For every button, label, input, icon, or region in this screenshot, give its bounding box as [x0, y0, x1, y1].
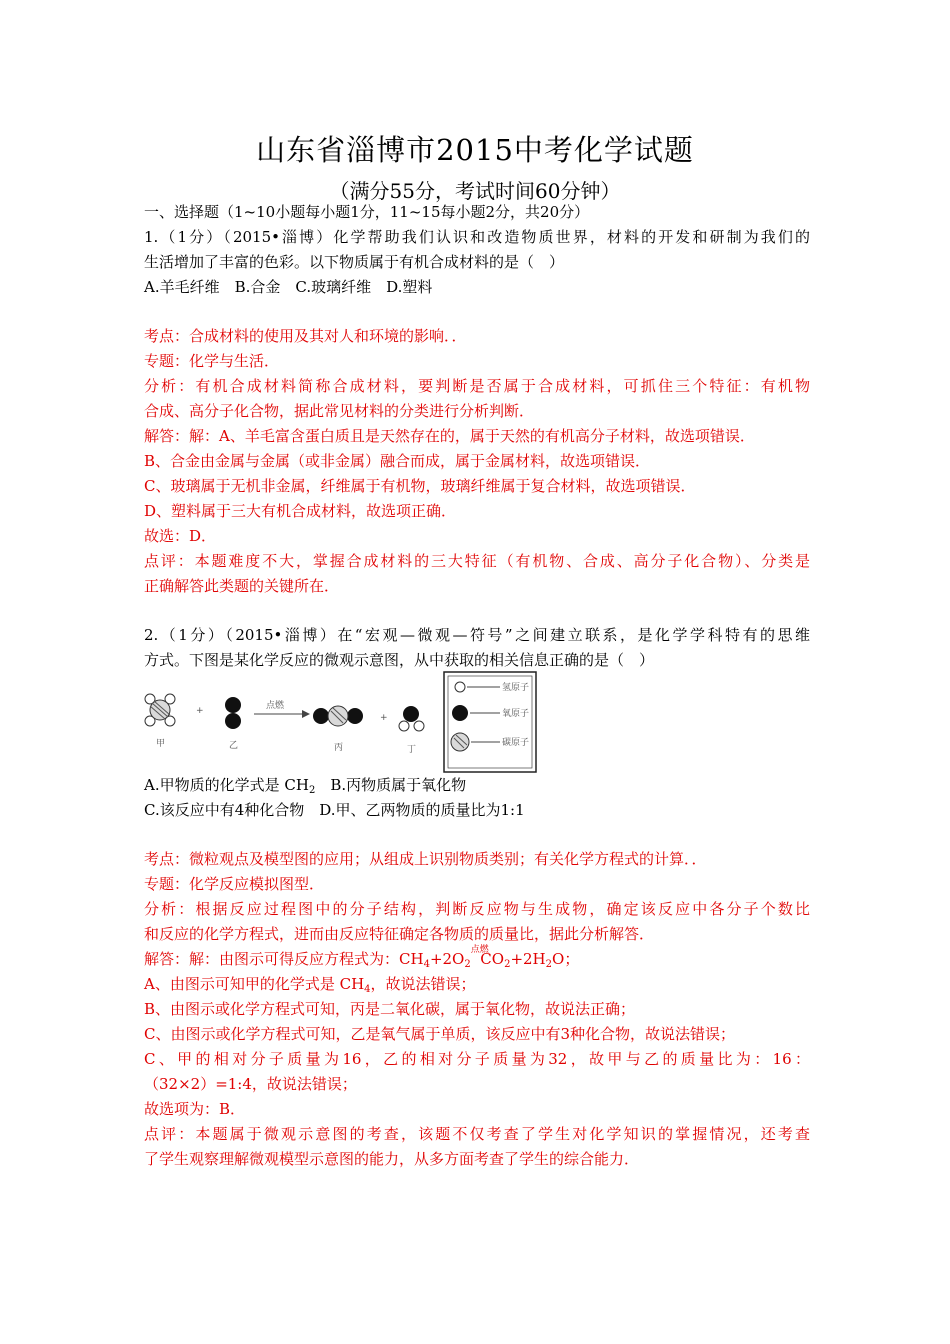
reaction-arrow	[254, 710, 310, 718]
eq-condition-text: 点燃	[470, 945, 489, 955]
q2-option-a: A.甲物质的化学式是 CH	[144, 776, 309, 794]
q2-jieda-a	[144, 974, 476, 994]
q1-options: A.羊毛纤维 B.合金 C.玻璃纤维 D.塑料	[144, 278, 433, 296]
label-ding: 丁	[407, 745, 417, 755]
q1-kaodian: 考点：合成材料的使用及其对人和环境的影响．．	[144, 327, 467, 345]
q2-kaodian: 考点：微粒观点及模型图的应用；从组成上识别物质类别；有关化学方程式的计算．．	[144, 850, 707, 868]
eq-condition	[470, 945, 489, 969]
q1-dianping-line2: 正确解答此类题的关键所在．	[144, 577, 340, 595]
q2-dianping-line2: 了学生观察理解微观模型示意图的能力，从多方面考查了学生的综合能力．	[144, 1150, 640, 1168]
q2-fenxi-line1: 分析：根据反应过程图中的分子结构，判断反应物与生成物，确定该反应中各分子个数比	[144, 900, 810, 918]
q1-jieda-line2: B、合金由金属与金属（或非金属）融合而成，属于金属材料，故选项错误．	[144, 452, 651, 470]
q1-stem-line1: 1.（1分）（2015•淄博）化学帮助我们认识和改造物质世界，材料的开发和研制为我们的	[144, 228, 810, 246]
eq-part: +2O	[429, 950, 465, 968]
section-heading: 一、选择题（1~10小题每小题1分，11~15每小题2分，共20分）	[144, 203, 590, 221]
q1-fenxi-line1: 分析：有机合成材料简称合成材料，要判断是否属于合成材料，可抓住三个特征：有机物	[144, 377, 810, 395]
legend-carbon: 碳原子	[502, 738, 530, 748]
q2-jieda-c2-line1: C、甲的相对分子质量为16，乙的相对分子质量为32，故甲与乙的质量比为：16：	[144, 1050, 810, 1068]
q2-equation-line	[144, 945, 580, 970]
jieda-a-pre: A、由图示可知甲的化学式是 CH	[144, 975, 365, 993]
q2-stem-line1: 2.（1分）（2015•淄博）在“宏观—微观—符号”之间建立联系，是化学学科特有的思维	[144, 626, 810, 644]
q2-dianping-line1: 点评：本题属于微观示意图的考查，该题不仅考查了学生对化学知识的掌握情况，还考查	[144, 1125, 810, 1143]
q1-answer: 故选：D．	[144, 527, 217, 545]
molecule-jia	[145, 694, 175, 726]
reaction-diagram	[144, 670, 538, 774]
eq-part: CO	[480, 950, 505, 968]
legend-hydrogen: 氢原子	[502, 683, 530, 693]
molecule-ding	[399, 706, 424, 731]
q2-jieda-b: B、由图示或化学方程式可知，丙是二氧化碳，属于氧化物，故说法正确；	[144, 1000, 636, 1018]
q2-fenxi-line2: 和反应的化学方程式，进而由反应特征确定各物质的质量比，据此分析解答．	[144, 925, 655, 943]
q2-jieda-c: C、由图示或化学方程式可知，乙是氧气属于单质，该反应中有3种化合物，故说法错误；	[144, 1025, 736, 1043]
q1-jieda-line1: 解答：解：A、羊毛富含蛋白质且是天然存在的，属于天然的有机高分子材料，故选项错误．	[144, 427, 755, 445]
q1-jieda-line4: D、塑料属于三大有机合成材料，故选项正确．	[144, 502, 457, 520]
eq-sub: 2	[504, 959, 511, 970]
eq-prefix: 解答：解：由图示可得反应方程式为：CH	[144, 950, 424, 968]
eq-sub: 4	[423, 959, 430, 970]
q1-jieda-line3: C、玻璃属于无机非金属，纤维属于有机物，玻璃纤维属于复合材料，故选项错误．	[144, 477, 696, 495]
eq-sub: 2	[464, 959, 471, 970]
q2-options-line1	[144, 775, 466, 795]
q1-zhuanti: 专题：化学与生活．	[144, 352, 280, 370]
eq-sub: 2	[545, 959, 553, 970]
eq-part: O；	[552, 950, 580, 968]
q2-jieda-c2-line2: （32×2）=1:4，故说法错误；	[144, 1075, 357, 1093]
label-yi: 乙	[229, 741, 239, 751]
molecule-yi	[225, 697, 241, 729]
q2-option-a-sub: 2	[308, 785, 316, 796]
q1-stem-line2: 生活增加了丰富的色彩。以下物质属于有机合成材料的是（ ）	[144, 253, 565, 271]
q2-option-b: B.丙物质属于氧化物	[315, 776, 467, 794]
jieda-a-post: ，故说法错误；	[370, 975, 476, 993]
label-jia: 甲	[156, 739, 166, 749]
q2-options-line2: C.该反应中有4种化合物 D.甲、乙两物质的质量比为1:1	[144, 801, 525, 819]
q1-dianping-line1: 点评：本题难度不大，掌握合成材料的三大特征（有机物、合成、高分子化合物）、分类是	[144, 552, 810, 570]
legend-oxygen: 氧原子	[502, 709, 530, 719]
label-bing: 丙	[334, 743, 344, 753]
q2-zhuanti: 专题：化学反应模拟图型．	[144, 875, 325, 893]
exam-title: 山东省淄博市2015中考化学试题	[256, 133, 694, 167]
plus-sign-2: +	[380, 713, 388, 723]
reaction-condition: 点燃	[266, 701, 285, 711]
q2-answer: 故选项为：B．	[144, 1100, 246, 1118]
eq-part: +2H	[510, 950, 546, 968]
exam-subtitle: （满分55分，考试时间60分钟）	[329, 179, 621, 203]
q1-fenxi-line2: 合成、高分子化合物，据此常见材料的分类进行分析判断．	[144, 402, 535, 420]
molecule-bing	[313, 706, 363, 726]
plus-sign-1: +	[196, 706, 204, 716]
jieda-a-sub: 4	[364, 984, 371, 995]
q2-stem-line2: 方式。下图是某化学反应的微观示意图，从中获取的相关信息正确的是（ ）	[144, 651, 655, 669]
